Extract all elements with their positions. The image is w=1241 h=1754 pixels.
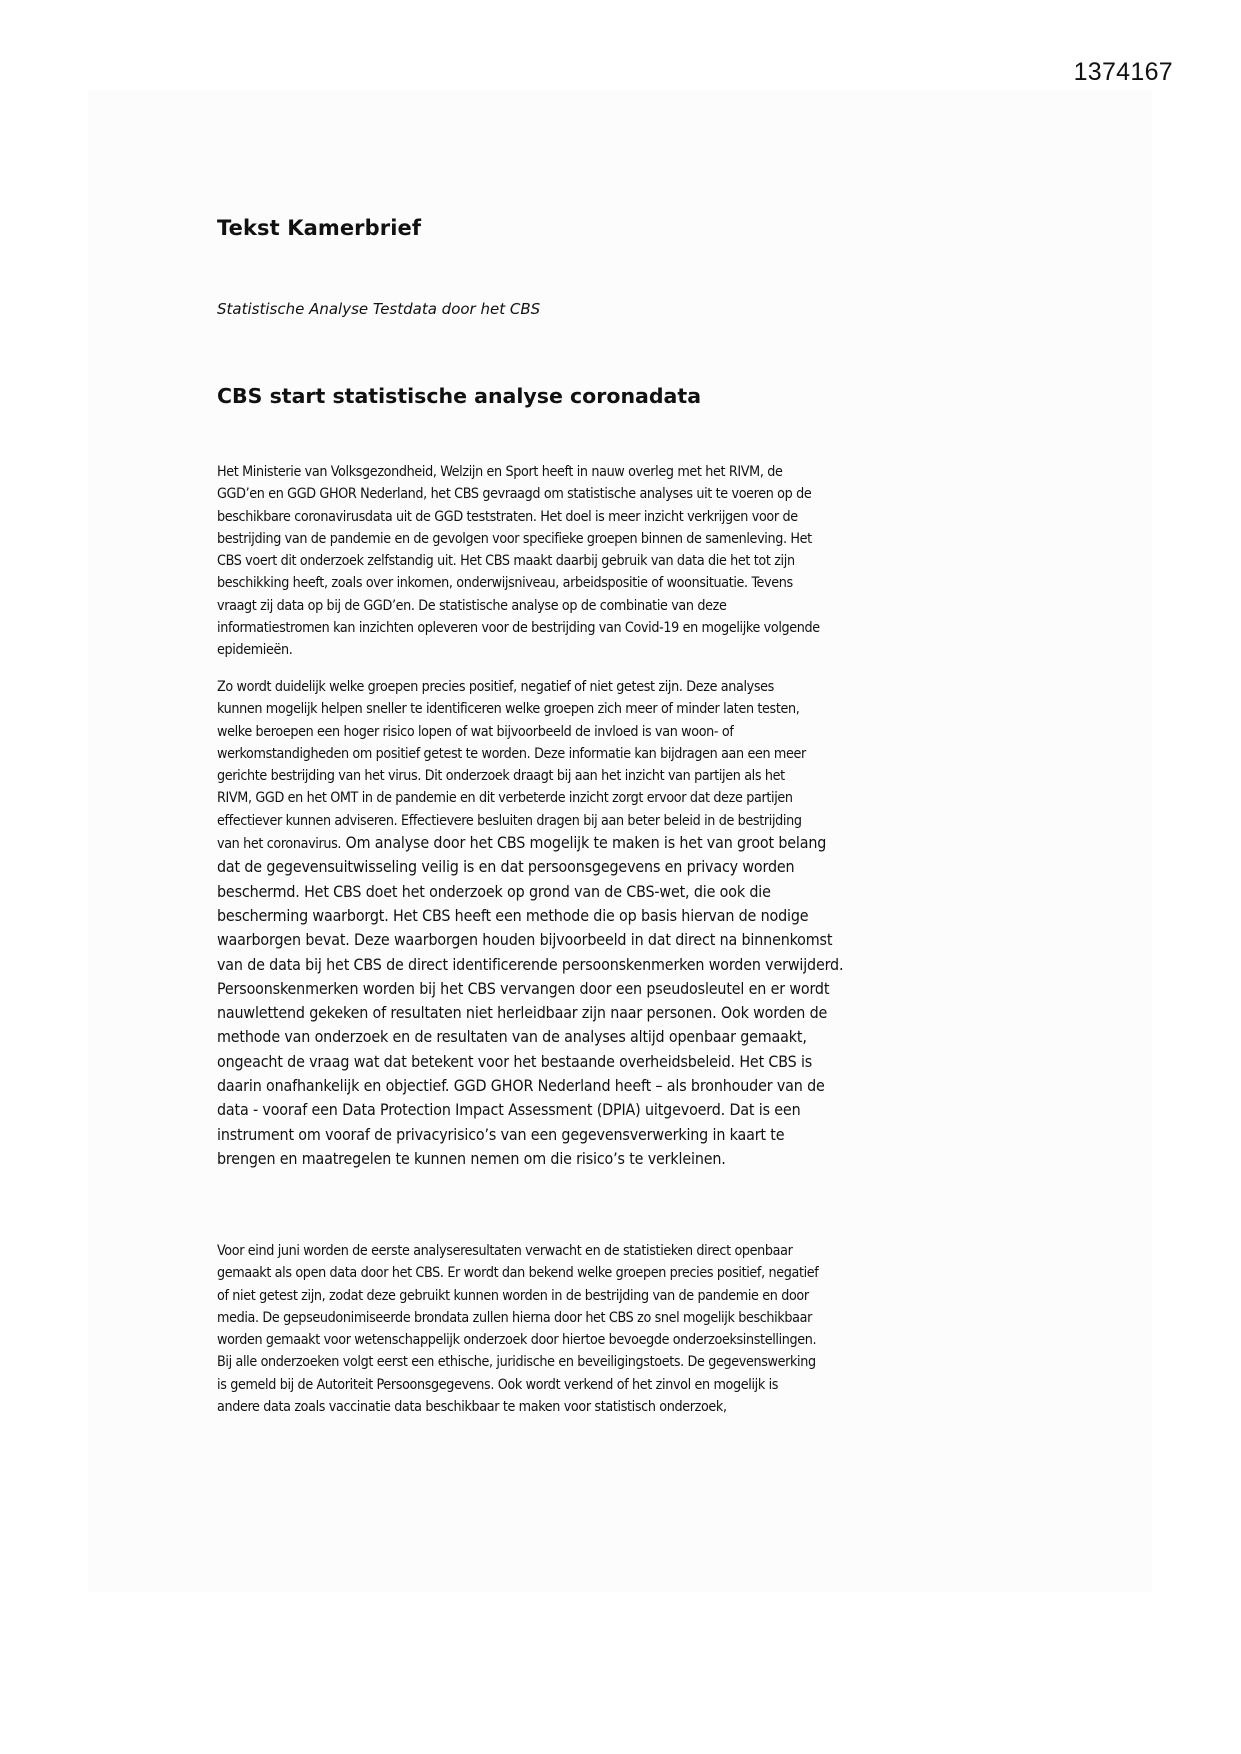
text-line: Voor eind juni worden de eerste analyseresultaten verwacht en de statistieken direct openbaar	[217, 1243, 793, 1259]
text-line: methode van onderzoek en de resultaten van de analyses altijd openbaar gemaakt,	[217, 1027, 807, 1047]
text-line: ongeacht de vraag wat dat betekent voor het bestaande overheidsbeleid. Het CBS is	[217, 1051, 813, 1071]
text-line: gemaakt als open data door het CBS. Er wordt dan bekend welke groepen precies positief, negatief	[217, 1265, 819, 1282]
text-line: vraagt zij data op bij de GGD’en. De statistische analyse op de combinatie van deze	[217, 597, 727, 614]
paragraph-analysis-privacy	[217, 676, 1037, 1171]
text-line: worden gemaakt voor wetenschappelijk onderzoek door hiertoe bevoegde onderzoeksinstellingen.	[217, 1332, 817, 1349]
text-line: epidemieën.	[217, 642, 293, 659]
text-line: Zo wordt duidelijk welke groepen precies positief, negatief of niet getest zijn. Deze analyses	[217, 679, 774, 695]
text-line: beschikking heeft, zoals over inkomen, onderwijsniveau, arbeidspositie of woonsituatie. Tevens	[217, 575, 793, 592]
text-line: welke beroepen een hoger risico lopen of wat bijvoorbeeld de invloed is van woon- of	[217, 723, 734, 740]
document-subtitle: Statistische Analyse Testdata door het CBS	[217, 300, 541, 318]
text-line: andere data zoals vaccinatie data beschikbaar te maken voor statistisch onderzoek,	[217, 1399, 727, 1416]
text-line: dat de gegevensuitwisseling veilig is en dat persoonsgegevens en privacy worden	[217, 857, 795, 877]
text-line: CBS voert dit onderzoek zelfstandig uit. Het CBS maakt daarbij gebruik van data die het tot zijn	[217, 553, 795, 570]
text-line-mixed	[217, 832, 1037, 855]
text-line: werkomstandigheden om positief getest te worden. Deze informatie kan bijdragen aan een meer	[217, 745, 806, 762]
text-line: is gemeld bij de Autoriteit Persoonsgegevens. Ook wordt verkend of het zinvol en mogelijk is	[217, 1376, 779, 1393]
text-line: informatiestromen kan inzichten opleveren voor de bestrijding van Covid-19 en mogelijke volgende	[217, 620, 820, 637]
text-line: Persoonskenmerken worden bij het CBS vervangen door een pseudosleutel en er wordt	[217, 978, 830, 998]
section-heading: CBS start statistische analyse coronadata	[217, 384, 702, 408]
paragraph-results-timeline	[217, 1240, 1037, 1418]
text-line: effectiever kunnen adviseren. Effectievere besluiten dragen bij aan beter beleid in de bestrijding	[217, 812, 802, 829]
text-fragment-small: van het coronavirus.	[217, 836, 342, 853]
text-line: van de data bij het CBS de direct identificerende persoonskenmerken worden verwijderd.	[217, 954, 844, 974]
text-line: of niet getest zijn, zodat deze gebruikt kunnen worden in de bestrijding van de pandemie en door	[217, 1287, 809, 1304]
text-line: instrument om vooraf de privacyrisico’s van een gegevensverwerking in kaart te	[217, 1124, 785, 1144]
text-line: nauwlettend gekeken of resultaten niet herleidbaar zijn naar personen. Ook worden de	[217, 1003, 828, 1023]
document-title: Tekst Kamerbrief	[217, 216, 422, 240]
text-line: waarborgen bevat. Deze waarborgen houden bijvoorbeeld in dat direct na binnenkomst	[217, 930, 833, 950]
text-line: GGD’en en GGD GHOR Nederland, het CBS gevraagd om statistische analyses uit te voeren op de	[217, 486, 812, 503]
document-number: 1374167	[1073, 58, 1173, 86]
text-line: brengen en maatregelen te kunnen nemen om die risico’s te verkleinen.	[217, 1148, 726, 1168]
text-line: beschermd. Het CBS doet het onderzoek op grond van de CBS-wet, die ook die	[217, 881, 771, 901]
text-line: bestrijding van de pandemie en de gevolgen voor specifieke groepen binnen de samenleving. Het	[217, 530, 812, 547]
text-line: media. De gepseudonimiseerde brondata zullen hierna door het CBS zo snel mogelijk beschikbaar	[217, 1309, 812, 1326]
text-line: kunnen mogelijk helpen sneller te identificeren welke groepen zich meer of minder laten testen,	[217, 701, 800, 718]
text-line: beschikbare coronavirusdata uit de GGD teststraten. Het doel is meer inzicht verkrijgen voor de	[217, 508, 798, 525]
text-fragment-large: Om analyse door het CBS mogelijk te maken is het van groot belang	[341, 833, 827, 853]
text-line: bescherming waarborgt. Het CBS heeft een methode die op basis hiervan de nodige	[217, 905, 809, 925]
text-line: Het Ministerie van Volksgezondheid, Welzijn en Sport heeft in nauw overleg met het RIVM, de	[217, 464, 783, 480]
text-line: gerichte bestrijding van het virus. Dit onderzoek draagt bij aan het inzicht van partijen als het	[217, 768, 785, 785]
text-line: Bij alle onderzoeken volgt eerst een ethische, juridische en beveiligingstoets. De gegevenswerking	[217, 1354, 816, 1371]
paragraph-intro	[217, 461, 1037, 662]
text-line: RIVM, GGD en het OMT in de pandemie en dit verbeterde inzicht zorgt ervoor dat deze partijen	[217, 790, 793, 807]
text-line: data - vooraf een Data Protection Impact Assessment (DPIA) uitgevoerd. Dat is een	[217, 1100, 801, 1120]
text-line: daarin onafhankelijk en objectief. GGD GHOR Nederland heeft – als bronhouder van de	[217, 1076, 825, 1096]
